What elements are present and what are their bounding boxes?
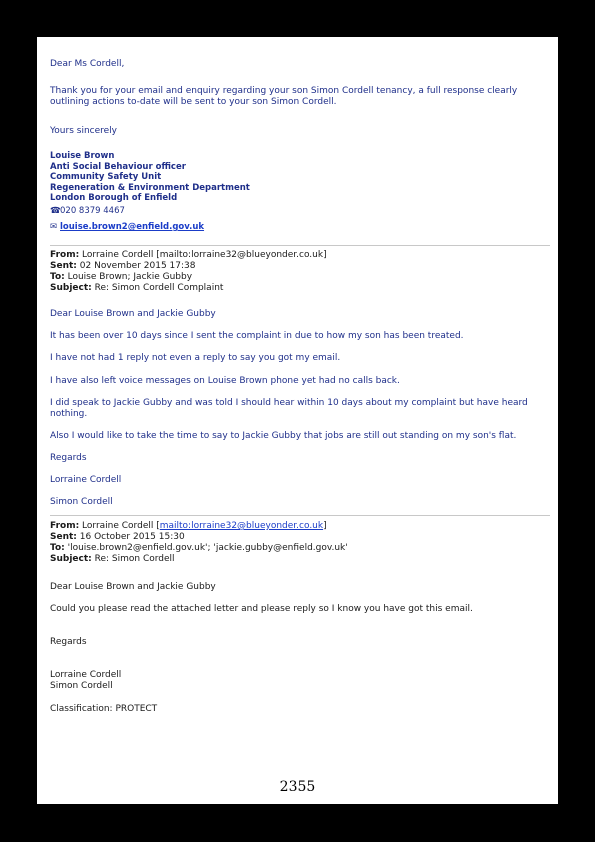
email1-sign-1: Lorraine Cordell: [50, 475, 122, 485]
email1-regards: Regards: [50, 453, 87, 463]
email1-paragraph-2: I have not had 1 reply not even a reply to say you got my email.: [50, 353, 341, 363]
email2-subject-label: Subject:: [50, 554, 92, 564]
email1-from-label: From:: [50, 250, 80, 260]
email2-header: [50, 521, 550, 565]
email1-sent: 02 November 2015 17:38: [79, 261, 196, 271]
page-number: 2355: [279, 779, 316, 795]
divider: [50, 245, 550, 246]
email2-subject: Re: Simon Cordell: [94, 554, 175, 564]
email1-paragraph-1: It has been over 10 days since I sent the complaint in due to how my son has been treated.: [50, 331, 464, 341]
email1-header: [50, 250, 550, 294]
email2-sent: 16 October 2015 15:30: [79, 532, 185, 542]
signature-email-link[interactable]: louise.brown2@enfield.gov.uk: [60, 222, 205, 232]
email1-paragraph-4-line1: I did speak to Jackie Gubby and was told I should hear within 10 days about my complaint but have heard: [50, 398, 528, 408]
email2-from-name: Lorraine Cordell [: [82, 521, 160, 531]
signature-phone-row: [50, 206, 550, 217]
signature-email-row: [50, 222, 550, 233]
email2-from-link[interactable]: mailto:lorraine32@blueyonder.co.uk: [159, 521, 324, 531]
email2-greeting: Dear Louise Brown and Jackie Gubby: [50, 582, 216, 592]
email1-paragraph-5: Also I would like to take the time to say to Jackie Gubby that jobs are still out standing on my son's flat.: [50, 431, 517, 441]
signature-block: [50, 151, 550, 204]
signature-org: London Borough of Enfield: [50, 193, 178, 203]
email2-to-label: To:: [50, 543, 65, 553]
envelope-icon: ✉: [50, 222, 58, 232]
email1-subject: Re: Simon Cordell Complaint: [94, 283, 224, 293]
email2-to: 'louise.brown2@enfield.gov.uk'; 'jackie.gubby@enfield.gov.uk': [67, 543, 348, 553]
reply-greeting: Dear Ms Cordell,: [50, 59, 125, 69]
signature-phone: 020 8379 4467: [60, 206, 125, 216]
email1-paragraph-3: I have also left voice messages on Louise Brown phone yet had no calls back.: [50, 376, 400, 386]
email2-regards: Regards: [50, 637, 87, 647]
email2-classification: Classification: PROTECT: [50, 704, 158, 714]
email1-from: Lorraine Cordell [mailto:lorraine32@blueyonder.co.uk]: [82, 250, 327, 260]
email1-to: Louise Brown; Jackie Gubby: [67, 272, 193, 282]
reply-body-line2: outlining actions to-date will be sent to your son Simon Cordell.: [50, 97, 337, 107]
email1-greeting: Dear Louise Brown and Jackie Gubby: [50, 309, 216, 319]
email1-sign-2: Simon Cordell: [50, 497, 113, 507]
divider: [50, 515, 550, 516]
phone-icon: ☎: [50, 206, 61, 216]
signature-department: Regeneration & Environment Department: [50, 182, 250, 193]
reply-closing: Yours sincerely: [50, 126, 118, 136]
email1-subject-label: Subject:: [50, 283, 92, 293]
email2-sign-2: Simon Cordell: [50, 681, 113, 691]
reply-body: [50, 86, 550, 108]
email2-from-end: ]: [323, 521, 327, 531]
email1-paragraph-4-line2: nothing.: [50, 409, 88, 419]
signature-name: Louise Brown: [50, 151, 115, 161]
email2-sent-label: Sent:: [50, 532, 77, 542]
email1-paragraph-4: [50, 398, 550, 420]
email2-paragraph-1: Could you please read the attached letter and please reply so I know you have got this email.: [50, 604, 473, 614]
document-page: [37, 37, 558, 804]
email1-sent-label: Sent:: [50, 261, 77, 271]
email1-to-label: To:: [50, 272, 65, 282]
email2-from-label: From:: [50, 521, 80, 531]
email2-sign-1: Lorraine Cordell: [50, 670, 122, 680]
signature-unit: Community Safety Unit: [50, 172, 162, 182]
signature-title: Anti Social Behaviour officer: [50, 161, 186, 172]
reply-body-line1: Thank you for your email and enquiry regarding your son Simon Cordell tenancy, a full response clearly: [50, 86, 518, 96]
email2-signature: [50, 670, 550, 692]
